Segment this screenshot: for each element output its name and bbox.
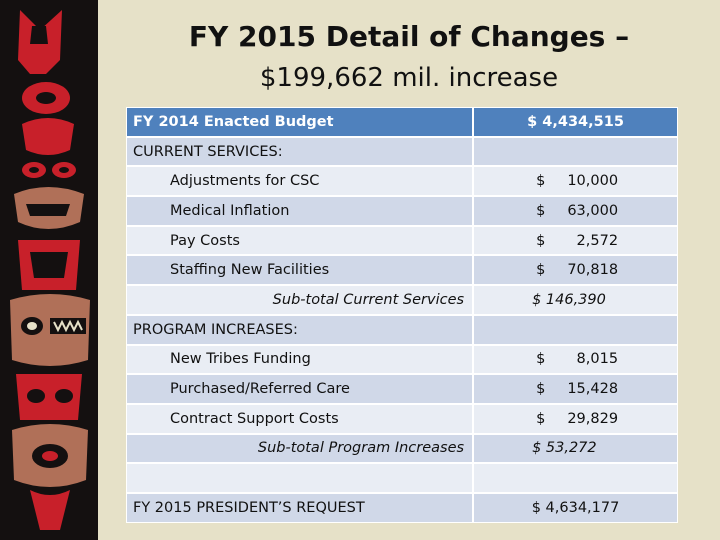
budget-table bbox=[126, 107, 678, 523]
row-label: Staffing New Facilities bbox=[170, 262, 330, 279]
table-row bbox=[126, 166, 678, 196]
row-value: 2,572 bbox=[576, 232, 619, 249]
section-heading: PROGRAM INCREASES: bbox=[133, 321, 298, 338]
currency-symbol: $ bbox=[536, 381, 546, 398]
currency-symbol: $ bbox=[536, 351, 546, 368]
table-row bbox=[126, 315, 678, 345]
table-row bbox=[126, 374, 678, 404]
total-label: FY 2015 PRESIDENT’S REQUEST bbox=[133, 499, 365, 516]
section-heading: CURRENT SERVICES: bbox=[133, 143, 283, 160]
table-row bbox=[126, 463, 678, 493]
row-value: 63,000 bbox=[567, 202, 619, 219]
table-row bbox=[126, 255, 678, 285]
row-label: Adjustments for CSC bbox=[170, 173, 320, 190]
currency-symbol: $ bbox=[536, 410, 546, 427]
currency-symbol: $ bbox=[536, 232, 546, 249]
table-row bbox=[126, 404, 678, 434]
row-label: Medical Inflation bbox=[170, 202, 290, 219]
table-row bbox=[126, 493, 678, 523]
totem-pole-art bbox=[0, 0, 98, 540]
row-label: Pay Costs bbox=[170, 232, 240, 249]
total-value: $ 4,634,177 bbox=[531, 499, 620, 516]
subtotal-value: $ 53,272 bbox=[532, 440, 597, 457]
row-label: FY 2014 Enacted Budget bbox=[133, 113, 334, 130]
row-value: 29,829 bbox=[567, 410, 619, 427]
slide-title: FY 2015 Detail of Changes – bbox=[188, 20, 630, 53]
table-row bbox=[126, 226, 678, 256]
currency-symbol: $ bbox=[536, 202, 546, 219]
table-row bbox=[126, 196, 678, 226]
row-value: 10,000 bbox=[567, 173, 619, 190]
row-value: $ 4,434,515 bbox=[527, 113, 624, 130]
row-value: 15,428 bbox=[567, 381, 619, 398]
table-row bbox=[126, 345, 678, 375]
slide-subtitle: $199,662 mil. increase bbox=[259, 63, 559, 93]
subtotal-label: Sub-total Program Increases bbox=[257, 440, 465, 457]
row-value: 8,015 bbox=[576, 351, 619, 368]
subtotal-value: $ 146,390 bbox=[532, 291, 606, 308]
row-label: Purchased/Referred Care bbox=[170, 381, 350, 398]
subtotal-label: Sub-total Current Services bbox=[272, 291, 465, 308]
table-row bbox=[126, 285, 678, 315]
currency-symbol: $ bbox=[536, 173, 546, 190]
currency-symbol: $ bbox=[536, 262, 546, 279]
table-row bbox=[126, 107, 678, 137]
table-row bbox=[126, 137, 678, 167]
row-label: New Tribes Funding bbox=[170, 351, 311, 368]
row-label: Contract Support Costs bbox=[170, 410, 339, 427]
table-row bbox=[126, 434, 678, 464]
row-value: 70,818 bbox=[567, 262, 619, 279]
